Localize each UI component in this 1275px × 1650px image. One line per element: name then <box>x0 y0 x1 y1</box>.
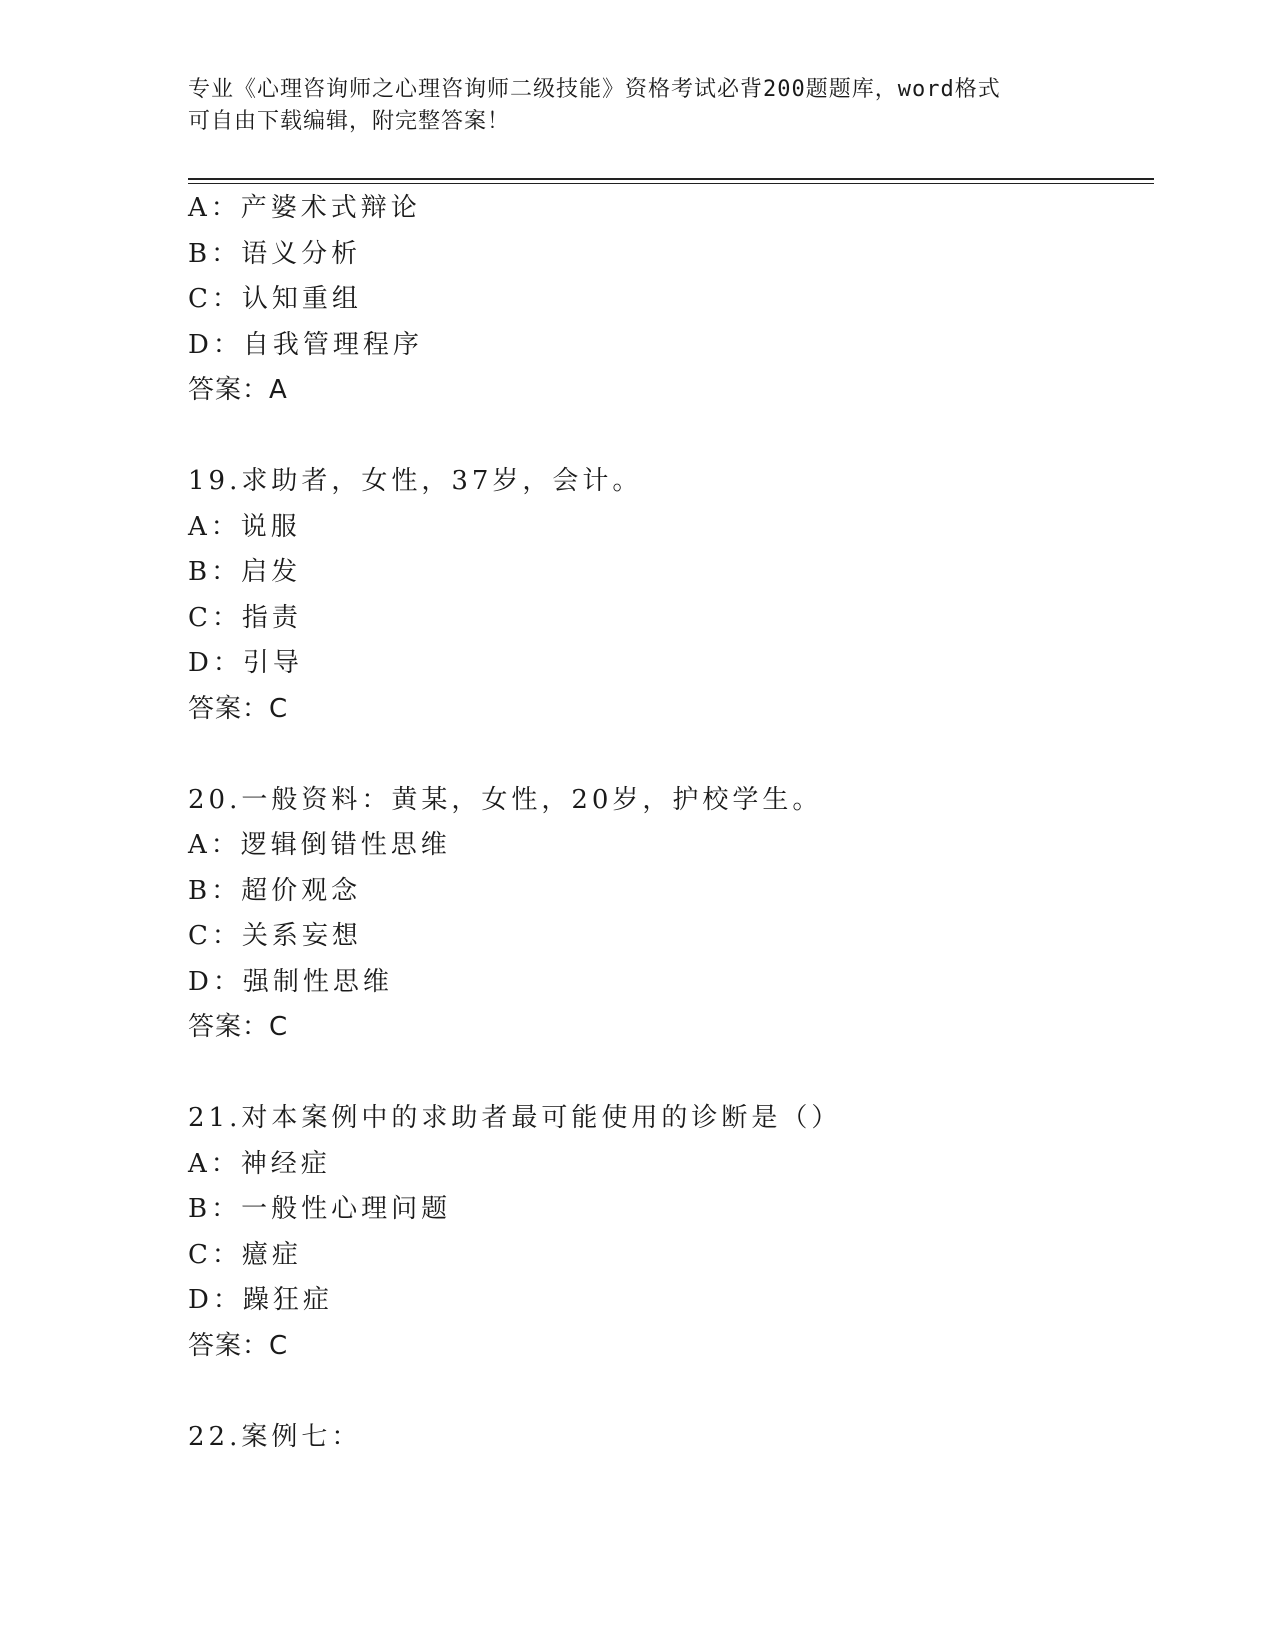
header-divider-thin <box>188 183 1154 184</box>
option-d: D：强制性思维 <box>188 966 393 997</box>
option-c: C：关系妄想 <box>188 921 362 951</box>
option-b: B：语义分析 <box>188 238 362 269</box>
question-block-22 <box>188 1415 1154 1461</box>
header-divider <box>188 178 1154 180</box>
option-d: D：引导 <box>188 648 303 678</box>
option-c: C：认知重组 <box>188 284 362 314</box>
header-line-1: 专业《心理咨询师之心理咨询师二级技能》资格考试必背200题题库，word格式 <box>188 77 1001 102</box>
document-header <box>188 74 1088 138</box>
option-a: A：神经症 <box>188 1148 331 1179</box>
option-a: A：产婆术式辩论 <box>188 193 421 223</box>
option-d: D：自我管理程序 <box>188 329 423 360</box>
option-c: C：指责 <box>188 602 302 633</box>
question-text: 20.一般资料：黄某，女性，20岁，护校学生。 <box>188 784 823 815</box>
question-block-21 <box>188 1096 1154 1369</box>
answer: 答案：C <box>188 693 289 724</box>
answer: 答案：C <box>188 1012 289 1042</box>
answer: 答案：C <box>188 1330 289 1361</box>
question-list <box>188 186 1154 1460</box>
option-c: C：癔症 <box>188 1239 302 1270</box>
option-d: D：躁狂症 <box>188 1285 333 1315</box>
question-block-18 <box>188 186 1154 414</box>
answer: 答案：A <box>188 375 288 405</box>
option-b: B：一般性心理问题 <box>188 1194 452 1224</box>
header-line-2: 可自由下载编辑，附完整答案！ <box>188 109 511 134</box>
option-b: B：启发 <box>188 557 302 587</box>
question-block-20 <box>188 778 1154 1051</box>
question-text: 21.对本案例中的求助者最可能使用的诊断是（） <box>188 1103 842 1133</box>
option-a: A：逻辑倒错性思维 <box>188 830 451 860</box>
option-a: A：说服 <box>188 511 301 542</box>
question-block-19 <box>188 459 1154 732</box>
option-b: B：超价观念 <box>188 875 362 906</box>
question-text: 19.求助者，女性，37岁，会计。 <box>188 466 643 496</box>
question-text: 22.案例七： <box>188 1421 362 1452</box>
